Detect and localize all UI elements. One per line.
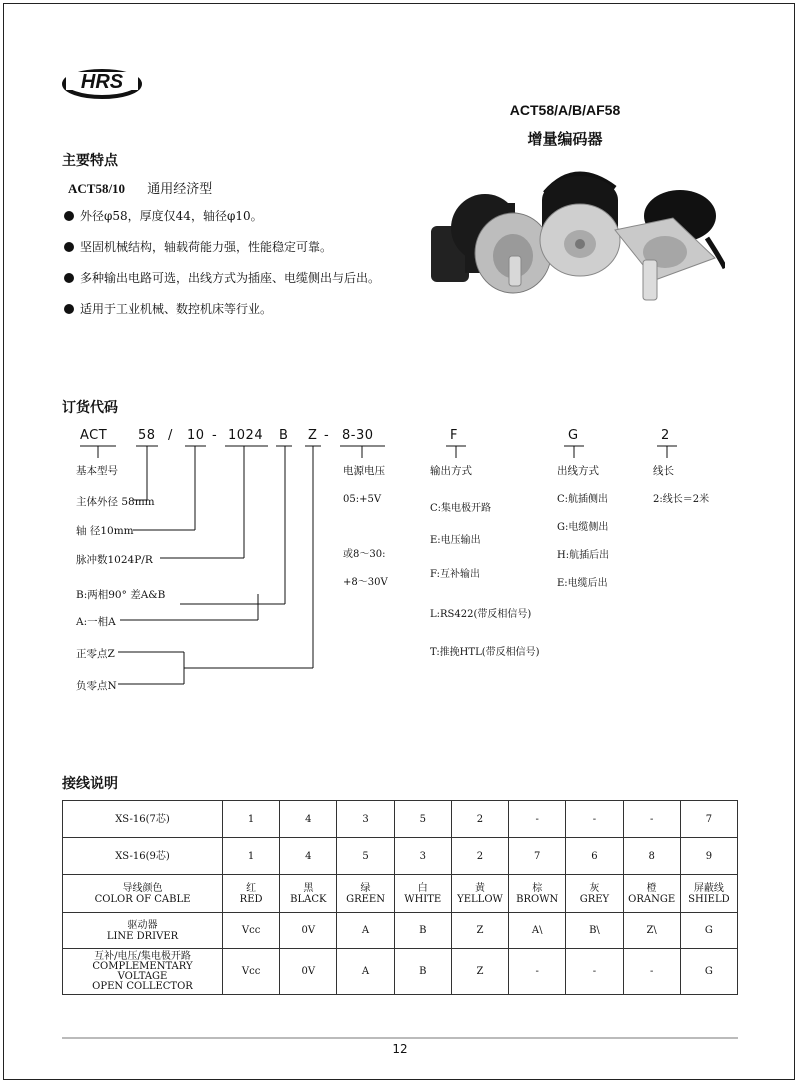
output-opt: L:RS422(带反相信号) xyxy=(430,609,532,620)
bullet-dot-icon xyxy=(64,273,74,283)
voltage-opt: +8～30V xyxy=(343,577,388,588)
cable-title: 线长 xyxy=(653,465,674,477)
code-dash2: - xyxy=(324,428,330,443)
output-opt: T:推挽HTL(带反相信号) xyxy=(430,647,540,658)
voltage-title: 电源电压 xyxy=(343,465,385,477)
row-label: 导线颜色 COLOR OF CABLE xyxy=(63,875,223,913)
code-outlet: G xyxy=(568,428,579,443)
table-row: 互补/电压/集电极开路 COMPLEMENTARY VOLTAGE OPEN COLLECTOR Vcc 0V A B Z - - - G xyxy=(63,949,738,995)
label-body-diameter: 主体外径 58mm xyxy=(76,496,155,508)
row-label: XS-16(9芯) xyxy=(63,838,223,875)
feature-bullet: 外径φ58，厚度仅44，轴径φ10。 xyxy=(64,207,263,224)
outlet-opt: G:电缆侧出 xyxy=(557,522,609,533)
features-heading: 主要特点 xyxy=(62,153,118,169)
product-name: 增量编码器 xyxy=(527,130,603,148)
code-phase: B xyxy=(279,428,289,443)
footer-divider xyxy=(62,1037,738,1039)
outlet-title: 出线方式 xyxy=(557,465,599,477)
wiring-table xyxy=(62,800,738,995)
label-z-positive: 正零点Z xyxy=(76,648,115,660)
feature-bullet: 坚固机械结构，轴载荷能力强，性能稳定可靠。 xyxy=(64,238,332,255)
page-number: 12 xyxy=(392,1042,408,1056)
code-act: ACT xyxy=(80,428,108,443)
outlet-opt: C:航插侧出 xyxy=(557,494,609,505)
features-subtitle xyxy=(68,178,212,197)
feature-bullet: 多种输出电路可选，出线方式为插座、电缆侧出与后出。 xyxy=(64,269,380,286)
output-opt: F:互补输出 xyxy=(430,569,480,580)
bullet-dot-icon xyxy=(64,211,74,221)
code-slash: / xyxy=(168,428,173,443)
table-row: XS-16(7芯) 1 4 3 5 2 - - - 7 xyxy=(63,801,738,838)
row-label: 互补/电压/集电极开路 COMPLEMENTARY VOLTAGE OPEN COLLECTOR xyxy=(63,949,223,995)
table-row: 导线颜色 COLOR OF CABLE 红 RED 黑 BLACK 绿 GREEN 白 WHITE 黄 YELLOW 棕 BROWN 灰 GREY 橙 ORANGE 屏蔽线 SHIELD xyxy=(63,875,738,913)
output-title: 输出方式 xyxy=(430,465,472,477)
label-base-model: 基本型号 xyxy=(76,465,118,477)
bullet-dot-icon xyxy=(64,242,74,252)
cable-opt: 2:线长＝2米 xyxy=(653,494,710,505)
subtitle-model: ACT58/10 xyxy=(68,181,126,196)
output-opt: E:电压输出 xyxy=(430,535,481,546)
order-heading: 订货代码 xyxy=(62,400,118,416)
table-row: XS-16(9芯) 1 4 5 3 2 7 6 8 9 xyxy=(63,838,738,875)
label-b-phase: B:两相90° 差A&B xyxy=(76,589,166,601)
hrs-logo xyxy=(62,62,142,102)
encoder-product-photo xyxy=(425,168,725,318)
table-row: 驱动器 LINE DRIVER Vcc 0V A B Z A\ B\ Z\ G xyxy=(63,913,738,949)
label-pulse: 脉冲数1024P/R xyxy=(76,554,153,566)
wiring-heading: 接线说明 xyxy=(62,776,118,792)
row-label: 驱动器 LINE DRIVER xyxy=(63,913,223,949)
code-body: 58 xyxy=(138,428,156,443)
code-output: F xyxy=(450,428,458,443)
code-pulse: 1024 xyxy=(228,428,264,443)
output-opt: C:集电极开路 xyxy=(430,503,492,514)
code-dash1: - xyxy=(212,428,218,443)
label-shaft-diameter: 轴 径10mm xyxy=(76,525,134,537)
voltage-opt: 05:+5V xyxy=(343,494,382,505)
outlet-opt: E:电缆后出 xyxy=(557,578,608,589)
product-model: ACT58/A/B/AF58 xyxy=(509,102,621,118)
logo-text: HRS xyxy=(80,71,124,93)
code-voltage: 8-30 xyxy=(342,428,374,443)
outlet-opt: H:航插后出 xyxy=(557,550,610,561)
voltage-opt: 或8～30: xyxy=(343,549,386,560)
code-zero: Z xyxy=(308,428,318,443)
label-z-negative: 负零点N xyxy=(76,680,117,692)
bullet-dot-icon xyxy=(64,304,74,314)
subtitle-desc: 通用经济型 xyxy=(147,182,213,197)
feature-bullet: 适用于工业机械、数控机床等行业。 xyxy=(64,300,272,317)
label-a-phase: A:一相A xyxy=(76,616,116,628)
code-shaft: 10 xyxy=(187,428,205,443)
code-cable: 2 xyxy=(661,428,670,443)
row-label: XS-16(7芯) xyxy=(63,801,223,838)
